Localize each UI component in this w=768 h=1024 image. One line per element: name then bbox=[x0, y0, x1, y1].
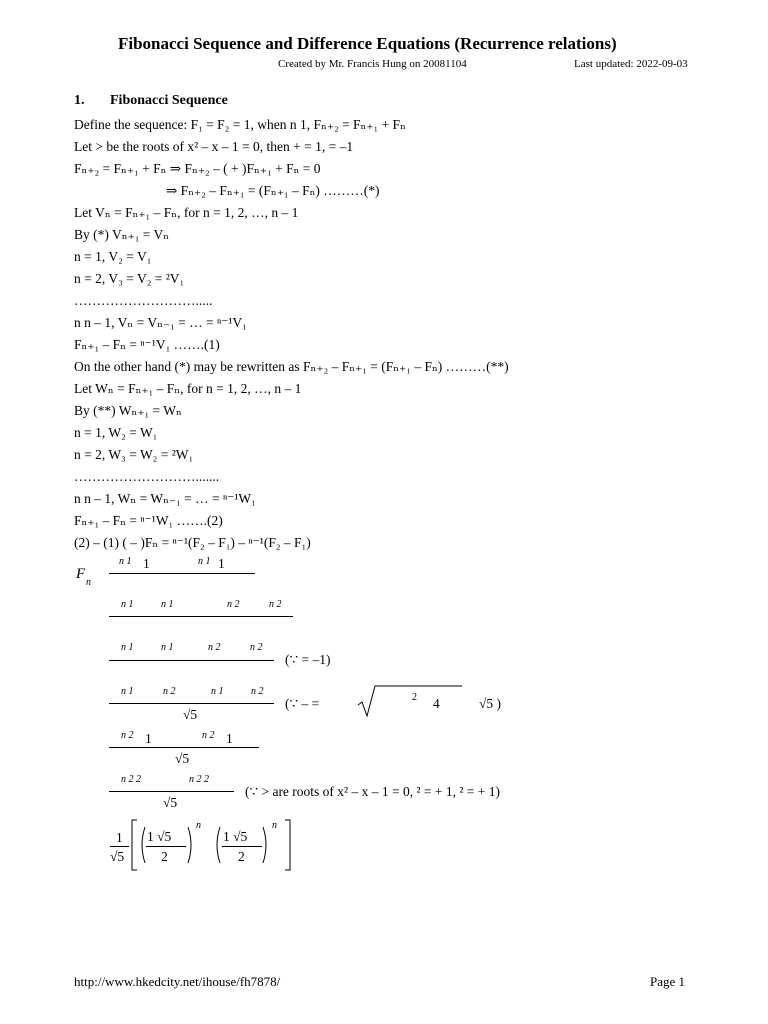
exp-label: n bbox=[272, 820, 277, 831]
text-line: Fₙ₊₁ – Fₙ = ⁿ⁻¹V₁ …….(1) bbox=[74, 337, 220, 352]
text-line: (2) – (1) ( – )Fₙ = ⁿ⁻¹(F₂ – F₁) – ⁿ⁻¹(F₂ – F₁) bbox=[74, 535, 311, 550]
exp-label: n 1 bbox=[161, 642, 174, 653]
text-line: n n – 1, Wₙ = Wₙ₋₁ = … = ⁿ⁻¹W₁ bbox=[74, 491, 256, 506]
section-number: 1. bbox=[74, 93, 85, 108]
note: (∵ = –1) bbox=[285, 652, 331, 667]
f-label: F bbox=[76, 566, 86, 582]
exp-label: n 2 bbox=[227, 599, 240, 610]
one-label: 1 bbox=[145, 731, 152, 746]
exp-label: n 1 bbox=[161, 599, 174, 610]
denominator: √5 bbox=[163, 795, 178, 810]
exp-label: n 2 bbox=[269, 599, 282, 610]
fraction-bar bbox=[110, 846, 129, 847]
text-line: On the other hand (*) may be rewritten as Fₙ₊₂ – Fₙ₊₁ = (Fₙ₊₁ – Fₙ) ………(**) bbox=[74, 359, 509, 374]
text-line: n = 2, V₃ = V₂ = ²V₁ bbox=[74, 271, 185, 286]
page-number: Page 1 bbox=[650, 974, 686, 989]
one-label: 1 bbox=[218, 556, 225, 571]
f-subscript: n bbox=[86, 577, 91, 588]
radical-sign bbox=[356, 684, 464, 718]
exp-label: n 2 bbox=[163, 686, 176, 697]
text-line: n n – 1, Vₙ = Vₙ₋₁ = … = ⁿ⁻¹V₁ bbox=[74, 315, 247, 330]
exp-label: n 2 bbox=[121, 730, 134, 741]
exp-label: n 2 2 bbox=[189, 774, 209, 785]
fraction-bar bbox=[109, 703, 274, 704]
section-title: Fibonacci Sequence bbox=[110, 93, 228, 108]
final-numerator: 1 √5 bbox=[147, 829, 172, 844]
denominator: √5 bbox=[183, 707, 198, 722]
text-line: Let > be the roots of x² – x – 1 = 0, then + = 1, = –1 bbox=[74, 139, 354, 154]
exp-label: n 2 bbox=[250, 642, 263, 653]
text-line: Fₙ₊₂ = Fₙ₊₁ + Fₙ ⇒ Fₙ₊₂ – ( + )Fₙ₊₁ + Fₙ = 0 bbox=[74, 161, 321, 176]
exp-label: n 1 bbox=[211, 686, 224, 697]
document-title: Fibonacci Sequence and Difference Equations (Recurrence relations) bbox=[118, 34, 617, 53]
fraction-bar bbox=[109, 616, 293, 617]
fraction-bar bbox=[109, 791, 234, 792]
exp-label: n 2 2 bbox=[121, 774, 141, 785]
text-line: n = 1, W₂ = W₁ bbox=[74, 425, 158, 440]
note: (∵ > are roots of x² – x – 1 = 0, ² = + 1, ² = + 1) bbox=[245, 784, 501, 799]
bracket-group bbox=[130, 818, 292, 872]
denominator: √5 bbox=[175, 751, 190, 766]
final-denominator: 2 bbox=[161, 849, 168, 864]
text-line: ………………………..... bbox=[74, 293, 213, 308]
text-line: n = 2, W₃ = W₂ = ²W₁ bbox=[74, 447, 194, 462]
created-by: Created by Mr. Francis Hung on 20081104 bbox=[278, 58, 467, 70]
text-line: Define the sequence: F₁ = F₂ = 1, when n 1, Fₙ₊₂ = Fₙ₊₁ + Fₙ bbox=[74, 117, 406, 132]
text-line: By (**) Wₙ₊₁ = Wₙ bbox=[74, 403, 182, 418]
text-line: By (*) Vₙ₊₁ = Vₙ bbox=[74, 227, 170, 242]
exp-label: n 1 bbox=[198, 556, 211, 567]
exp-label: n 2 bbox=[251, 686, 264, 697]
text-line: ⇒ Fₙ₊₂ – Fₙ₊₁ = (Fₙ₊₁ – Fₙ) ………(*) bbox=[166, 183, 380, 198]
text-line: Let Wₙ = Fₙ₊₁ – Fₙ, for n = 1, 2, …, n – 1 bbox=[74, 381, 302, 396]
text-line: ………………………....... bbox=[74, 469, 220, 484]
exp-label: n 1 bbox=[121, 599, 134, 610]
exp-label: 2 bbox=[412, 692, 417, 703]
text-line: Fₙ₊₁ – Fₙ = ⁿ⁻¹W₁ …….(2) bbox=[74, 513, 223, 528]
four-label: 4 bbox=[433, 696, 440, 711]
final-numerator: 1 √5 bbox=[223, 829, 248, 844]
footer-url[interactable]: http://www.hkedcity.net/ihouse/fh7878/ bbox=[74, 974, 281, 989]
text-line: Let Vₙ = Fₙ₊₁ – Fₙ, for n = 1, 2, …, n – 1 bbox=[74, 205, 299, 220]
exp-label: n 2 bbox=[202, 730, 215, 741]
fraction-bar bbox=[109, 660, 274, 661]
exp-label: n 1 bbox=[121, 686, 134, 697]
one-label: 1 bbox=[143, 556, 150, 571]
one-label: 1 bbox=[116, 830, 123, 845]
fraction-bar bbox=[109, 747, 259, 748]
note: (∵ – = bbox=[285, 696, 320, 711]
fraction-bar bbox=[146, 846, 186, 847]
text-line: n = 1, V₂ = V₁ bbox=[74, 249, 152, 264]
fraction-bar bbox=[222, 846, 262, 847]
root-five: √5 ) bbox=[479, 696, 502, 711]
root-five: √5 bbox=[110, 849, 125, 864]
last-updated: Last updated: 2022-09-03 bbox=[574, 58, 688, 70]
exp-label: n bbox=[196, 820, 201, 831]
exp-label: n 1 bbox=[121, 642, 134, 653]
exp-label: n 2 bbox=[208, 642, 221, 653]
exp-label: n 1 bbox=[119, 556, 132, 567]
fraction-bar bbox=[109, 573, 255, 574]
one-label: 1 bbox=[226, 731, 233, 746]
final-denominator: 2 bbox=[238, 849, 245, 864]
